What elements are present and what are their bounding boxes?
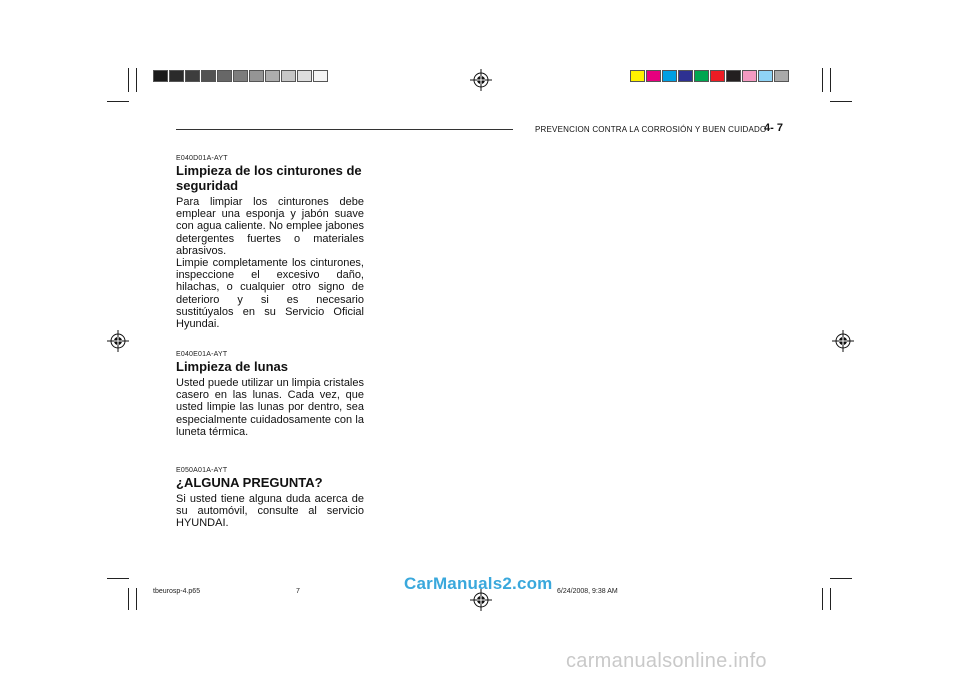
crop-mark <box>136 68 137 92</box>
running-header: PREVENCION CONTRA LA CORROSIÓN Y BUEN CUIDADO <box>535 125 767 134</box>
color-swatch <box>726 70 741 82</box>
color-swatch <box>646 70 661 82</box>
section-code: E040E01A-AYT <box>176 351 228 358</box>
color-swatch <box>233 70 248 82</box>
color-swatch <box>265 70 280 82</box>
crop-mark <box>128 588 129 610</box>
crop-mark <box>830 101 852 102</box>
crop-mark <box>830 588 831 610</box>
paragraph: Limpie completamente los cinturones, inspeccione el excesivo daño, hilachas, o cualquier otro signo de deterioro y si es necesario sustitúyalos en su Servicio Oficial Hyundai. <box>176 257 364 331</box>
section-seatbelt-cleaning <box>176 155 364 330</box>
section-code: E050A01A-AYT <box>176 467 228 474</box>
section-body <box>176 377 364 438</box>
color-swatch <box>217 70 232 82</box>
color-swatch <box>758 70 773 82</box>
color-swatch <box>313 70 328 82</box>
registration-mark-icon <box>832 330 854 352</box>
paragraph: Si usted tiene alguna duda acerca de su automóvil, consulte al servicio HYUNDAI. <box>176 493 364 530</box>
crop-mark <box>107 101 129 102</box>
section-heading: Limpieza de lunas <box>176 359 288 374</box>
color-swatch <box>694 70 709 82</box>
color-swatch <box>169 70 184 82</box>
watermark-carmanualsonline[interactable]: carmanualsonline.info <box>566 650 767 672</box>
color-swatch <box>201 70 216 82</box>
paragraph: Usted puede utilizar un limpia cristales casero en las lunas. Cada vez, que usted limpie las lunas por dentro, sea especialmente cuidadosamente con la luneta térmica. <box>176 377 364 438</box>
crop-mark <box>830 578 852 579</box>
gray-calibration-bar <box>153 70 329 82</box>
section-heading: ¿ALGUNA PREGUNTA? <box>176 475 323 490</box>
footer-page: 7 <box>296 588 300 595</box>
color-swatch <box>742 70 757 82</box>
section-questions <box>176 467 364 530</box>
section-body <box>176 493 364 530</box>
color-swatch <box>662 70 677 82</box>
color-swatch <box>774 70 789 82</box>
section-heading: Limpieza de los cinturones de seguridad <box>176 163 362 193</box>
watermark-carmanuals2[interactable]: CarManuals2.com <box>404 574 553 593</box>
crop-mark <box>830 68 831 92</box>
color-swatch <box>678 70 693 82</box>
color-swatch <box>281 70 296 82</box>
crop-mark <box>822 68 823 92</box>
paragraph: Para limpiar los cinturones debe emplear una esponja y jabón suave con agua caliente. No emplee jabones detergentes fuertes o materiales abrasivos. <box>176 196 364 257</box>
section-body <box>176 196 364 330</box>
color-swatch <box>185 70 200 82</box>
footer-timestamp: 6/24/2008, 9:38 AM <box>557 588 618 595</box>
color-swatch <box>710 70 725 82</box>
footer-file-name: tbeurosp-4.p65 <box>153 588 201 595</box>
color-swatch <box>630 70 645 82</box>
header-rule <box>176 129 513 130</box>
color-calibration-bar <box>630 70 790 82</box>
crop-mark <box>128 68 129 92</box>
registration-mark-icon <box>107 330 129 352</box>
color-swatch <box>297 70 312 82</box>
crop-mark <box>136 588 137 610</box>
crop-mark <box>107 578 129 579</box>
page-number: 4- 7 <box>764 122 783 134</box>
color-swatch <box>153 70 168 82</box>
color-swatch <box>249 70 264 82</box>
section-window-cleaning <box>176 351 364 438</box>
section-code: E040D01A-AYT <box>176 155 228 162</box>
crop-mark <box>822 588 823 610</box>
registration-mark-icon <box>470 69 492 91</box>
